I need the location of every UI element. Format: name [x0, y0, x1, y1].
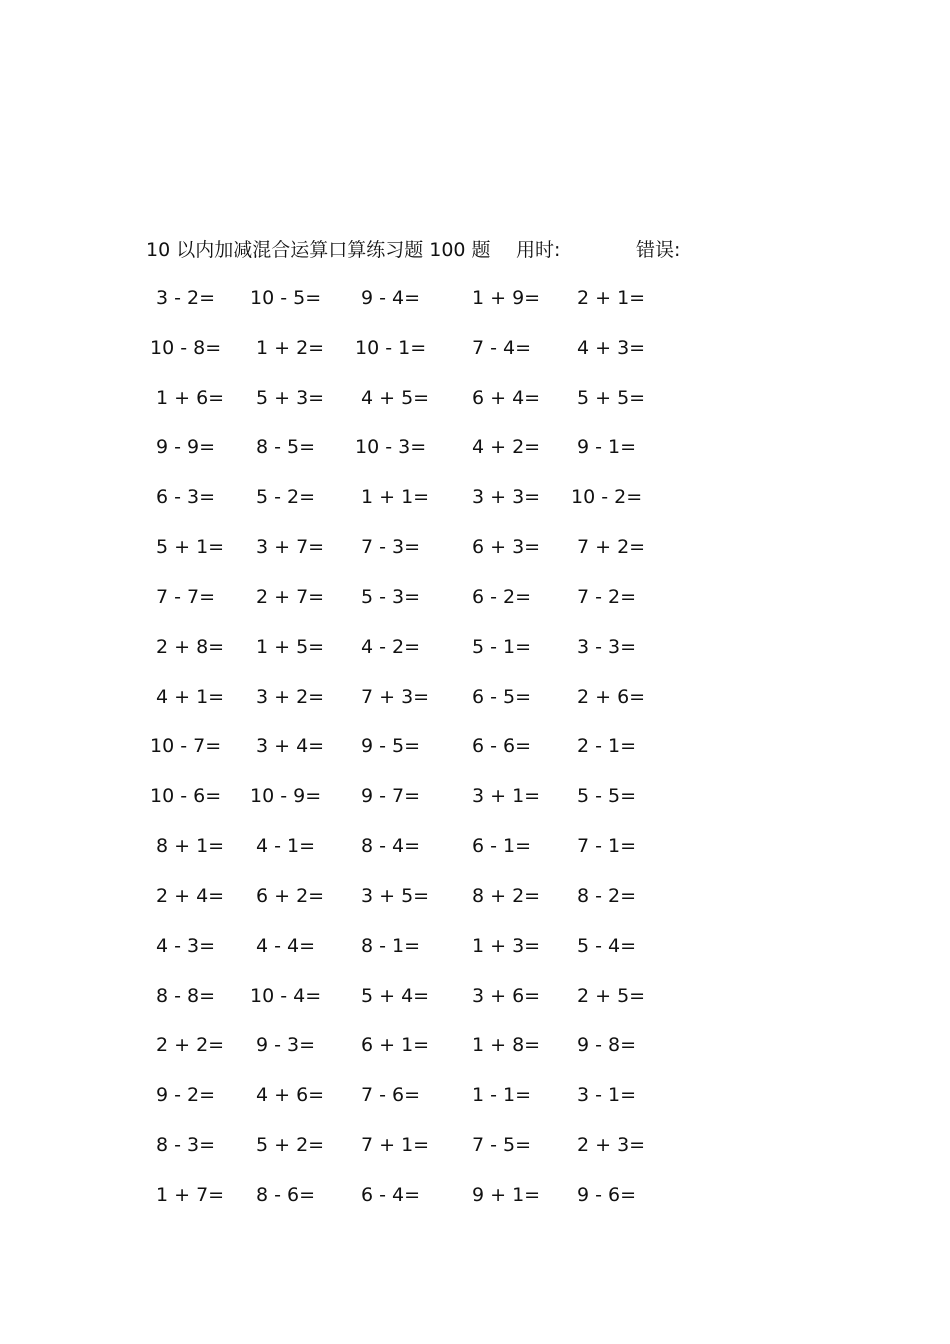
arithmetic-problem: 7 - 6= [361, 1084, 421, 1107]
arithmetic-problem: 1 + 1= [361, 486, 430, 509]
arithmetic-problem: 10 - 9= [250, 785, 322, 808]
arithmetic-problem: 10 - 1= [355, 336, 427, 359]
arithmetic-problem: 7 - 2= [577, 585, 637, 608]
arithmetic-problem: 6 - 6= [472, 735, 532, 758]
arithmetic-problem: 9 - 8= [577, 1034, 637, 1057]
arithmetic-problem: 1 + 8= [472, 1034, 541, 1057]
arithmetic-problem: 10 - 3= [355, 436, 427, 459]
problem-row [146, 533, 706, 583]
arithmetic-problem: 9 - 4= [361, 287, 421, 309]
arithmetic-problem: 4 + 5= [361, 386, 430, 409]
arithmetic-problem: 6 - 1= [472, 835, 532, 858]
arithmetic-problem: 8 - 2= [577, 884, 637, 907]
arithmetic-problem: 4 + 2= [472, 436, 541, 459]
arithmetic-problem: 9 - 1= [577, 436, 637, 459]
worksheet-header [146, 236, 746, 264]
errors-label: 错误: [636, 239, 681, 261]
arithmetic-problem: 6 + 1= [361, 1034, 430, 1057]
arithmetic-problem: 3 + 4= [256, 735, 325, 758]
problem-row [146, 932, 706, 982]
worksheet-title: 10 以内加减混合运算口算练习题 100 题 [146, 239, 491, 261]
problem-row [146, 982, 706, 1032]
arithmetic-problem: 7 - 3= [361, 536, 421, 559]
arithmetic-problem: 1 + 5= [256, 635, 325, 658]
arithmetic-problem: 3 + 2= [256, 685, 325, 708]
arithmetic-problem: 6 + 3= [472, 536, 541, 559]
problem-row [146, 433, 706, 483]
arithmetic-problem: 1 - 1= [472, 1084, 532, 1107]
arithmetic-problem: 10 - 6= [150, 785, 222, 808]
arithmetic-problem: 2 + 7= [256, 585, 325, 608]
arithmetic-problem: 1 + 7= [156, 1183, 225, 1206]
arithmetic-problem: 5 + 1= [156, 536, 225, 559]
arithmetic-problem: 7 + 3= [361, 685, 430, 708]
arithmetic-problem: 3 - 2= [156, 287, 216, 309]
arithmetic-problem: 2 + 4= [156, 884, 225, 907]
arithmetic-problem: 8 - 3= [156, 1134, 216, 1157]
problem-row [146, 633, 706, 683]
arithmetic-problem: 6 - 3= [156, 486, 216, 509]
arithmetic-problem: 5 + 5= [577, 386, 646, 409]
arithmetic-problem: 9 - 3= [256, 1034, 316, 1057]
arithmetic-problem: 7 - 4= [472, 336, 532, 359]
arithmetic-problem: 1 + 3= [472, 934, 541, 957]
arithmetic-problem: 5 + 2= [256, 1134, 325, 1157]
arithmetic-problem: 9 + 1= [472, 1183, 541, 1206]
arithmetic-problem: 10 - 8= [150, 336, 222, 359]
problem-row [146, 1081, 706, 1131]
arithmetic-problem: 8 + 2= [472, 884, 541, 907]
arithmetic-problem: 10 - 5= [250, 287, 322, 309]
problem-row [146, 483, 706, 533]
arithmetic-problem: 5 - 5= [577, 785, 637, 808]
arithmetic-problem: 3 + 6= [472, 984, 541, 1007]
arithmetic-problem: 9 - 5= [361, 735, 421, 758]
problem-row [146, 732, 706, 782]
problem-row [146, 334, 706, 384]
problem-row [146, 683, 706, 733]
arithmetic-problem: 2 + 2= [156, 1034, 225, 1057]
arithmetic-problem: 4 + 1= [156, 685, 225, 708]
arithmetic-problem: 3 + 3= [472, 486, 541, 509]
arithmetic-problem: 5 - 4= [577, 934, 637, 957]
arithmetic-problem: 9 - 2= [156, 1084, 216, 1107]
arithmetic-problem: 7 - 5= [472, 1134, 532, 1157]
arithmetic-problem: 8 - 1= [361, 934, 421, 957]
problem-row [146, 832, 706, 882]
arithmetic-problem: 1 + 9= [472, 287, 541, 309]
problem-row [146, 1181, 706, 1231]
problem-row [146, 1031, 706, 1081]
arithmetic-problem: 5 - 1= [472, 635, 532, 658]
arithmetic-problem: 7 + 1= [361, 1134, 430, 1157]
problem-row [146, 1131, 706, 1181]
arithmetic-problem: 4 - 4= [256, 934, 316, 957]
arithmetic-problem: 8 - 4= [361, 835, 421, 858]
arithmetic-problem: 2 + 3= [577, 1134, 646, 1157]
arithmetic-problem: 10 - 2= [571, 486, 643, 509]
arithmetic-problem: 10 - 4= [250, 984, 322, 1007]
arithmetic-problem: 8 - 6= [256, 1183, 316, 1206]
arithmetic-problem: 2 - 1= [577, 735, 637, 758]
arithmetic-problem: 3 - 1= [577, 1084, 637, 1107]
arithmetic-problem: 1 + 6= [156, 386, 225, 409]
arithmetic-problem: 8 - 5= [256, 436, 316, 459]
arithmetic-problem: 5 + 4= [361, 984, 430, 1007]
arithmetic-problem: 6 + 2= [256, 884, 325, 907]
arithmetic-problem: 4 - 2= [361, 635, 421, 658]
arithmetic-problem: 6 - 5= [472, 685, 532, 708]
arithmetic-problem: 3 + 7= [256, 536, 325, 559]
arithmetic-problem: 4 - 1= [256, 835, 316, 858]
arithmetic-problem: 9 - 7= [361, 785, 421, 808]
arithmetic-problem: 3 - 3= [577, 635, 637, 658]
arithmetic-problem: 6 - 4= [361, 1183, 421, 1206]
problem-row [146, 284, 706, 334]
arithmetic-problem: 5 + 3= [256, 386, 325, 409]
arithmetic-problem: 3 + 1= [472, 785, 541, 808]
arithmetic-problem: 5 - 3= [361, 585, 421, 608]
time-label: 用时: [516, 239, 561, 261]
arithmetic-problem: 1 + 2= [256, 336, 325, 359]
arithmetic-problem: 2 + 1= [577, 287, 646, 309]
arithmetic-problem: 9 - 6= [577, 1183, 637, 1206]
arithmetic-problem: 4 + 3= [577, 336, 646, 359]
arithmetic-problem: 4 - 3= [156, 934, 216, 957]
arithmetic-problem: 7 + 2= [577, 536, 646, 559]
arithmetic-problem: 3 + 5= [361, 884, 430, 907]
arithmetic-problem: 6 + 4= [472, 386, 541, 409]
arithmetic-problem: 8 + 1= [156, 835, 225, 858]
arithmetic-problem: 10 - 7= [150, 735, 222, 758]
arithmetic-problem: 2 + 6= [577, 685, 646, 708]
problem-row [146, 384, 706, 434]
arithmetic-problem: 5 - 2= [256, 486, 316, 509]
arithmetic-problem: 7 - 7= [156, 585, 216, 608]
arithmetic-problem: 6 - 2= [472, 585, 532, 608]
problem-row [146, 583, 706, 633]
problem-grid [146, 284, 706, 1231]
problem-row [146, 882, 706, 932]
arithmetic-problem: 4 + 6= [256, 1084, 325, 1107]
problem-row [146, 782, 706, 832]
arithmetic-problem: 8 - 8= [156, 984, 216, 1007]
arithmetic-problem: 2 + 5= [577, 984, 646, 1007]
arithmetic-problem: 7 - 1= [577, 835, 637, 858]
arithmetic-problem: 9 - 9= [156, 436, 216, 459]
arithmetic-problem: 2 + 8= [156, 635, 225, 658]
